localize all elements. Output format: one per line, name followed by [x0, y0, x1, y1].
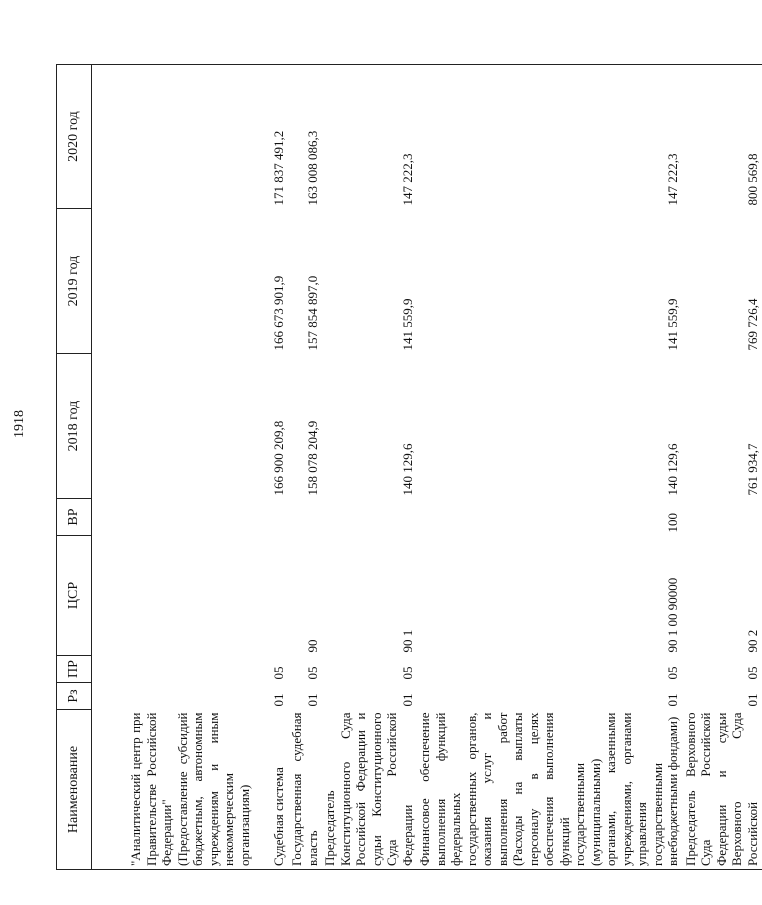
row-csr: 90	[304, 639, 320, 653]
row-2018: 761 934,7	[744, 443, 760, 496]
row-name: Финансовое обеспечение выполнения функций федеральных государственных органов, оказания услуг и выполнения работ (Расходы на выплаты персоналу в целях обеспечения выполнения функций государственными (муниципальными) органами, казенными учреждениями, органами управления государственными внебюджетными фондами)	[417, 710, 683, 870]
row-name: Судебная система	[254, 710, 288, 870]
row-csr	[92, 536, 255, 656]
page-number: 1918	[12, 410, 27, 438]
row-pr: 05	[665, 666, 680, 680]
table-row	[417, 65, 683, 870]
row-2018: 158 078 204,9	[304, 420, 320, 496]
row-vr	[683, 499, 762, 536]
row-2020	[92, 65, 255, 209]
budget-table	[56, 64, 762, 870]
row-2019: 769 726,4	[744, 298, 760, 351]
row-pr	[92, 656, 255, 683]
row-2020: 800 569,8	[683, 65, 762, 209]
row-vr	[322, 499, 417, 536]
row-rz: 01	[399, 693, 415, 707]
row-2019: 141 559,9	[665, 298, 680, 351]
row-2018: 140 129,6	[399, 443, 415, 496]
row-rz: 01	[744, 693, 760, 707]
header-2018: 2018 год	[57, 354, 92, 499]
row-name: Государственная судебная власть	[288, 710, 322, 870]
row-rz: 01	[304, 693, 320, 707]
row-2018	[92, 354, 255, 499]
row-name: Председатель Верховного Суда Российской Федерации и судьи Верховного Суда Российской	[683, 710, 762, 870]
header-2019: 2019 год	[57, 209, 92, 354]
row-2020: 147 222,3	[417, 65, 683, 209]
header-name: Наименование	[57, 710, 92, 870]
table-row	[683, 65, 762, 870]
row-2019	[92, 209, 255, 354]
table-row	[322, 65, 417, 870]
row-pr: 05	[304, 666, 320, 680]
row-name: Председатель Конституционного Суда Российской Федерации и судьи Конституционного Суда Российской Федерации	[322, 710, 417, 870]
row-2018: 166 900 209,8	[270, 420, 286, 496]
row-csr: 90 2	[744, 629, 760, 653]
row-csr	[254, 536, 288, 656]
table-row	[288, 65, 322, 870]
row-2020: 147 222,3	[322, 65, 417, 209]
header-vr: ВР	[57, 499, 92, 536]
row-vr	[254, 499, 288, 536]
header-2020: 2020 год	[57, 65, 92, 209]
row-2019: 157 854 897,0	[304, 275, 320, 351]
row-2019: 166 673 901,9	[270, 275, 286, 351]
row-2019: 141 559,9	[399, 298, 415, 351]
table-row	[92, 65, 255, 870]
row-rz: 01	[665, 693, 680, 707]
row-vr: 100	[665, 513, 680, 533]
row-pr: 05	[744, 666, 760, 680]
row-csr: 90 1 00 90000	[665, 577, 680, 653]
table-header-row	[57, 65, 92, 870]
row-vr	[92, 499, 255, 536]
row-pr: 05	[270, 666, 286, 680]
row-rz: 01	[270, 693, 286, 707]
row-2020: 171 837 491,2	[254, 65, 288, 209]
table-row	[254, 65, 288, 870]
row-pr: 05	[399, 666, 415, 680]
row-csr: 90 1	[399, 629, 415, 653]
rotated-table-container	[56, 65, 760, 870]
row-name: "Аналитический центр при Правительстве Российской Федерации" (Предоставление субсидий бюджетным, автономным учреждениям и иным некоммерческим организациям)	[92, 710, 255, 870]
row-vr	[288, 499, 322, 536]
header-pr: ПР	[57, 656, 92, 683]
header-csr: ЦСР	[57, 536, 92, 656]
row-2018: 140 129,6	[665, 443, 680, 496]
row-rz	[92, 683, 255, 710]
header-rz: Рз	[57, 683, 92, 710]
row-2020: 163 008 086,3	[288, 65, 322, 209]
